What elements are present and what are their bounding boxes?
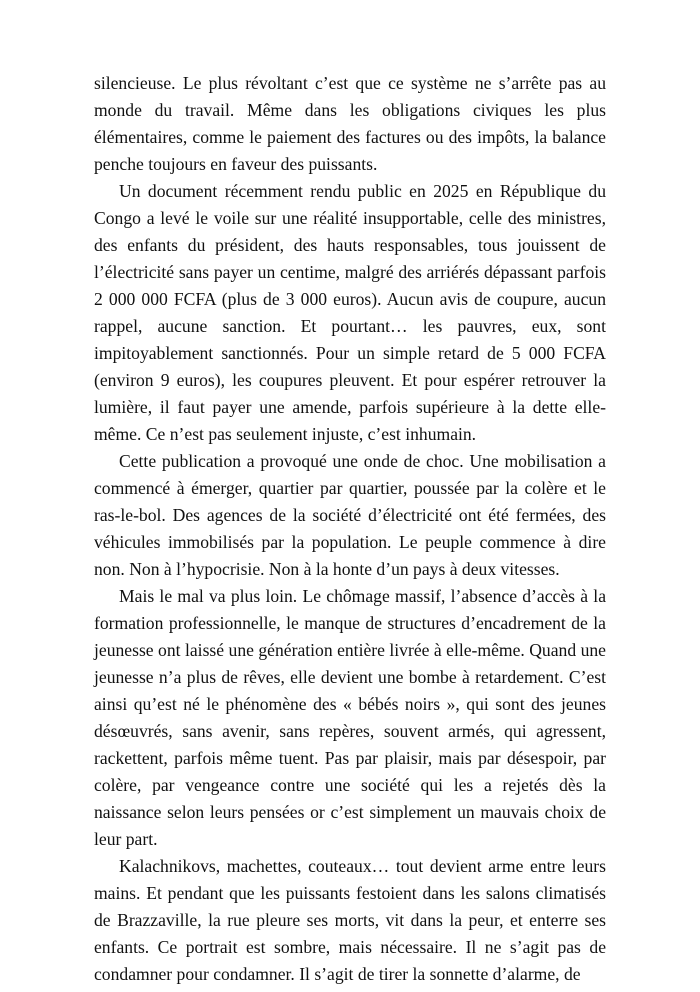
paragraph-weapons: Kalachnikovs, machettes, couteaux… tout devient arme entre leurs mains. Et pendant que les puissants festoient dans les salons climatisés de Brazzaville, la rue pleure ses morts, vit dans la peur, et enterre ses enfants. Ce portrait est sombre, mais nécessaire. Il ne s’agit pas de condamner pour condamner. Il s’agit de tirer la sonnette d’alarme, de bbox=[94, 856, 606, 984]
paragraph-youth-unemployment: Mais le mal va plus loin. Le chômage massif, l’absence d’accès à la formation professionnelle, le manque de structures d’encadrement de la jeunesse ont laissé une génération entière livrée à elle-même. Quand une jeunesse n’a plus de rêves, elle devient une bombe à retardement. C’est ainsi qu’est né le phénomène des « bébés noirs », qui sont des jeunes désœuvrés, sans avenir, sans repères, souvent armés, qui agressent, rackettent, parfois même tuent. Pas par plaisir, mais par désespoir, par colère, par vengeance contre une société qui les a rejetés dès la naissance selon leurs pensées or c’est simplement un mauvais choix de leur part. bbox=[94, 586, 606, 849]
paragraph-electricity-document: Un document récemment rendu public en 2025 en République du Congo a levé le voile sur une réalité insupportable, celle des ministres, des enfants du président, des hauts responsables, tous jouissent de l’électricité sans payer un centime, malgré des arriérés dépassant parfois 2 000 000 FCFA (plus de 3 000 euros). Aucun avis de coupure, aucun rappel, aucune sanction. Et pourtant… les pauvres, eux, sont impitoyablement sanctionnés. Pour un simple retard de 5 000 FCFA (environ 9 euros), les coupures pleuvent. Et pour espérer retrouver la lumière, il faut payer une amende, parfois supérieure à la dette elle-même. Ce n’est pas seulement injuste, c’est inhumain. bbox=[94, 181, 606, 444]
paragraph-continuation: silencieuse. Le plus révoltant c’est que ce système ne s’arrête pas au monde du travail. Même dans les obligations civiques les plus élémentaires, comme le paiement des factures ou des impôts, la balance penche toujours en faveur des puissants. bbox=[94, 73, 606, 174]
body-text bbox=[94, 70, 606, 988]
paragraph-mobilisation: Cette publication a provoqué une onde de choc. Une mobilisation a commencé à émerger, quartier par quartier, poussée par la colère et le ras-le-bol. Des agences de la société d’électricité ont été fermées, des véhicules immobilisés par la population. Le peuple commence à dire non. Non à l’hypocrisie. Non à la honte d’un pays à deux vitesses. bbox=[94, 451, 606, 579]
